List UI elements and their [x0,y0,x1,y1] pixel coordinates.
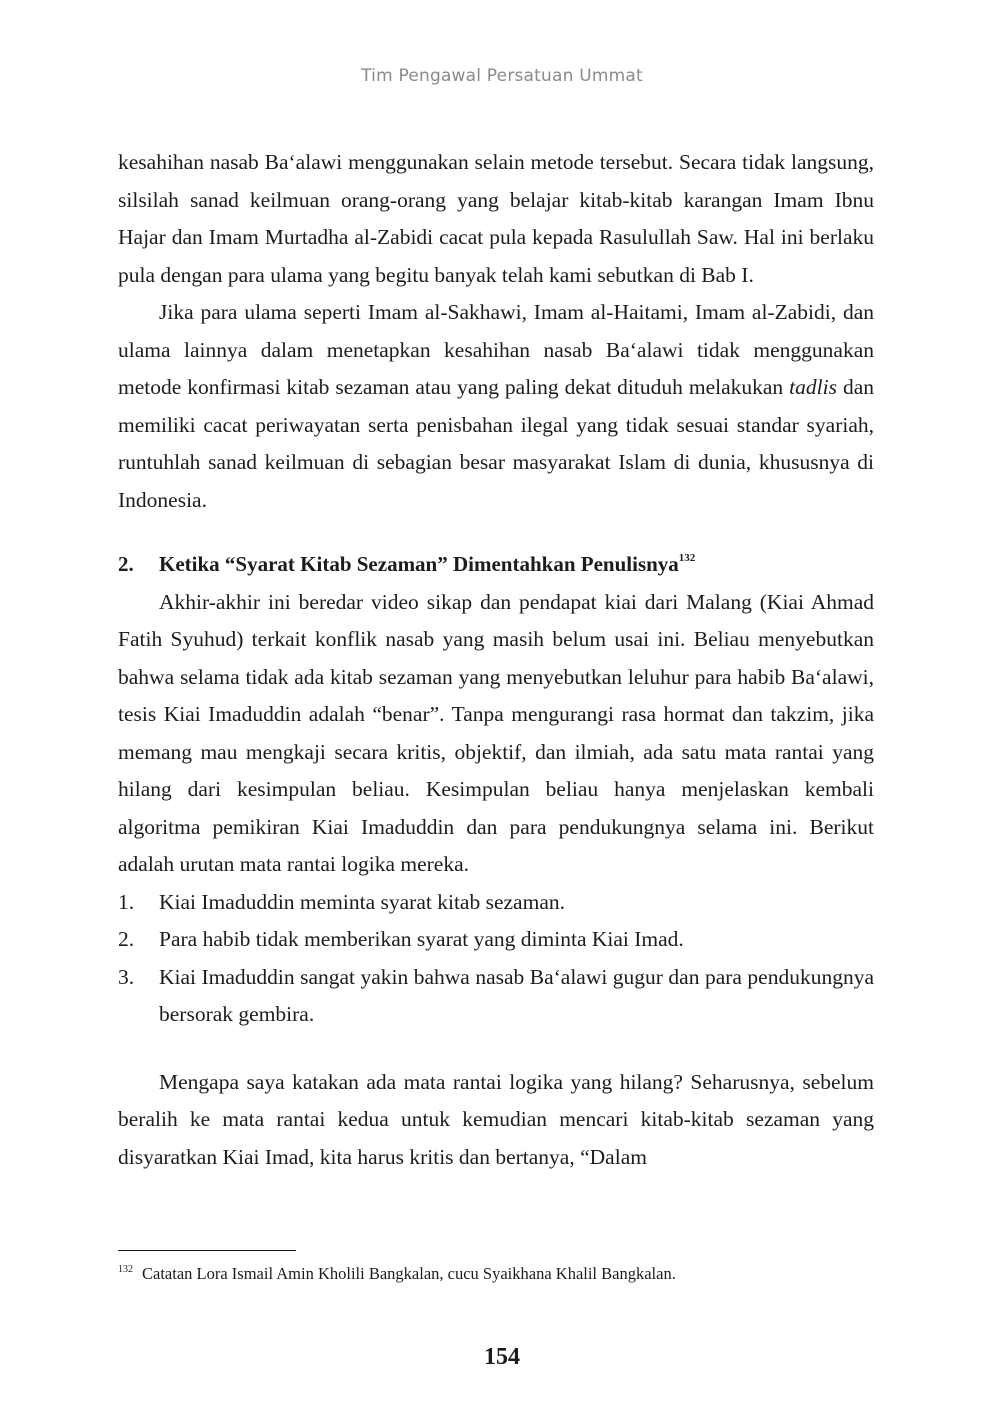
list-item-text: Kiai Imaduddin meminta syarat kitab sezaman. [159,889,565,914]
main-text [118,144,874,1176]
section-heading [118,542,874,584]
footnote-text: Catatan Lora Ismail Amin Kholili Bangkalan, cucu Syaikhana Khalil Bangkalan. [142,1264,676,1283]
italic-term: tadlis [789,375,837,399]
paragraph-1: kesahihan nasab Ba‘alawi menggunakan selain metode tersebut. Secara tidak langsung, silsilah sanad keilmuan orang-orang yang belajar kitab-kitab karangan Imam Ibnu Hajar dan Imam Murtadha al-Zabidi cacat pula kepada Rasulullah Saw. Hal ini berlaku pula dengan para ulama yang begitu banyak telah kami sebutkan di Bab I. [118,150,874,287]
list-item [118,884,874,922]
running-header: Tim Pengawal Persatuan Ummat [361,66,643,86]
page-number: 154 [484,1344,520,1370]
list-item [118,959,874,1034]
logic-chain-list [118,884,874,1034]
list-item-number: 1. [118,889,135,914]
paragraph-4: Mengapa saya katakan ada mata rantai logika yang hilang? Seharusnya, sebelum beralih ke mata rantai kedua untuk kemudian mencari kitab-kitab sezaman yang disyaratkan Kiai Imad, kita harus kritis dan bertanya, “Dalam [118,1069,874,1169]
paragraph-3: Akhir-akhir ini beredar video sikap dan pendapat kiai dari Malang (Kiai Ahmad Fatih Syuhud) terkait konflik nasab yang masih belum usai ini. Beliau menyebutkan bahwa selama tidak ada kitab sezaman yang menyebutkan leluhur para habib Ba‘alawi, tesis Kiai Imaduddin adalah “benar”. Tanpa mengurangi rasa hormat dan takzim, jika memang mau mengkaji secara kritis, objektif, dan ilmiah, ada satu mata rantai yang hilang dari kesimpulan beliau. Kesimpulan beliau hanya menjelaskan kembali algoritma pemikiran Kiai Imaduddin dan para pendukungnya selama ini. Berikut adalah urutan mata rantai logika mereka. [118,589,874,876]
footnote-divider [118,1250,296,1251]
section-title-text: Ketika “Syarat Kitab Sezaman” Dimentahkan Penulisnya [159,552,679,576]
list-item-text: Para habib tidak memberikan syarat yang diminta Kiai Imad. [159,927,684,951]
list-item [118,921,874,959]
list-item-number: 2. [118,927,135,951]
paragraph-2-start: Jika para ulama seperti Imam al-Sakhawi, Imam al-Haitami, Imam al-Zabidi, dan ulama lainnya dalam menetapkan kesahihan nasab Ba‘alawi tidak menggunakan metode konfirmasi kitab sezaman atau yang paling dekat dituduh melakukan [118,300,874,399]
footnote-reference[interactable]: 132 [678,552,696,564]
list-item-text: Kiai Imaduddin sangat yakin bahwa nasab Ba‘alawi gugur dan para pendukungnya bersorak gembira. [159,964,874,1026]
section-number: 2. [118,552,134,576]
paragraph-2-end: dan memiliki cacat periwayatan serta penisbahan ilegal yang tidak sesuai standar syariah, runtuhlah sanad keilmuan di sebagian besar masyarakat Islam di dunia, khususnya di Indonesia. [118,375,874,512]
footnote-number: 132 [118,1263,133,1275]
list-item-number: 3. [118,964,135,989]
paragraph-2 [118,294,874,519]
section-title [159,542,695,584]
footnote [118,1264,878,1284]
